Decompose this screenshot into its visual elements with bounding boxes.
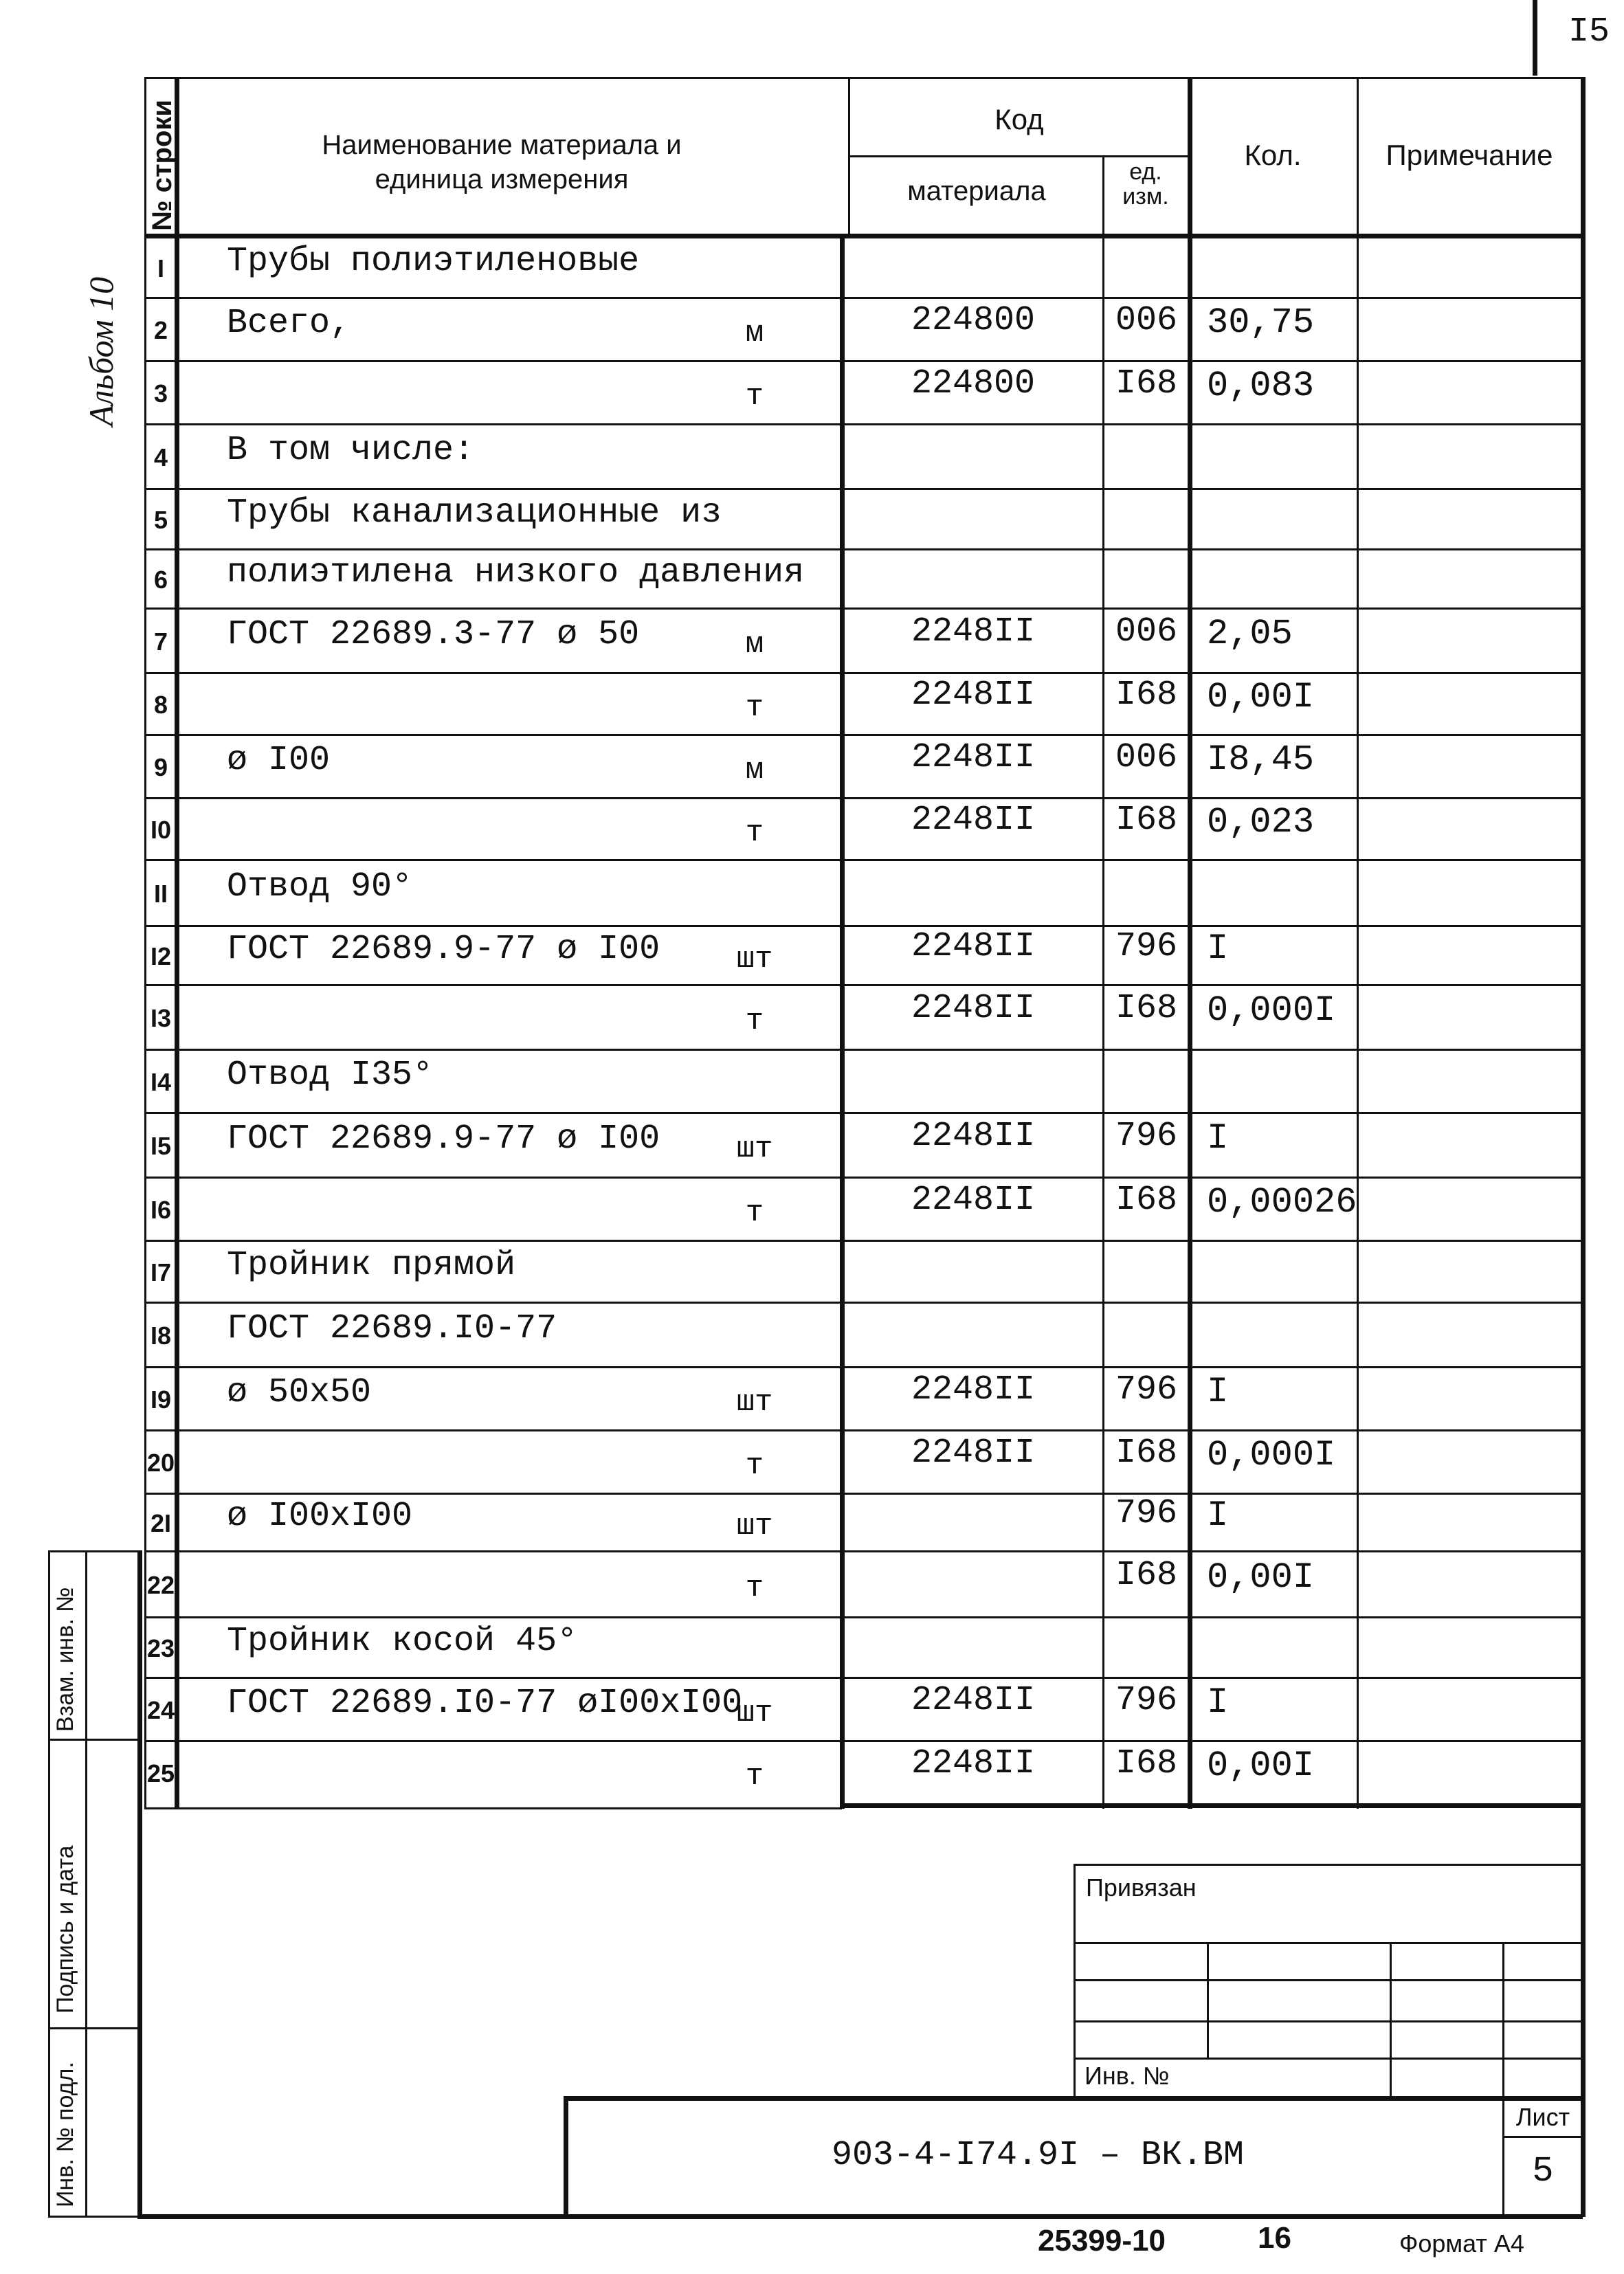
quantity: I bbox=[1207, 1372, 1229, 1412]
material-name: Отвод 90° bbox=[227, 867, 413, 906]
material-code: 2248II bbox=[911, 1744, 1036, 1783]
unit-label: т bbox=[745, 1004, 764, 1038]
album-margin-note: Альбом 10 bbox=[82, 276, 120, 426]
header-qty: Кол. bbox=[1244, 139, 1302, 171]
tb-col-1 bbox=[1207, 1942, 1209, 2058]
tb-sheet-label: Лист bbox=[1515, 2103, 1570, 2131]
unit-label: т bbox=[745, 1449, 764, 1483]
material-name: ГОСТ 22689.3-77 ø 50 bbox=[227, 615, 640, 654]
header-bottom bbox=[144, 234, 1583, 238]
stamp-top bbox=[48, 1550, 140, 1552]
table-row-separator bbox=[144, 360, 1583, 362]
unit-code: 796 bbox=[1115, 1681, 1177, 1720]
tb-doc-code: 903-4-I74.9I – ВК.ВМ bbox=[831, 2136, 1245, 2175]
material-code: 2248II bbox=[911, 738, 1036, 777]
header-code: Код bbox=[994, 103, 1044, 135]
stamp-divider-2 bbox=[48, 2027, 140, 2029]
header-name: Наименование материала и единица измерения bbox=[322, 130, 682, 194]
stamp-strip-mid bbox=[85, 1550, 87, 2217]
row-number: 23 bbox=[146, 1634, 175, 1662]
material-code: 224800 bbox=[911, 301, 1036, 340]
unit-code: I68 bbox=[1115, 364, 1177, 403]
table-row-separator bbox=[144, 488, 1583, 490]
material-code: 2248II bbox=[911, 801, 1036, 840]
tb-privyazan: Привязан bbox=[1086, 1873, 1197, 1902]
table-row-separator bbox=[144, 1240, 1583, 1242]
tb-col-2 bbox=[1390, 1942, 1392, 2097]
table-row-separator bbox=[144, 1677, 1583, 1679]
unit-code: 006 bbox=[1115, 301, 1177, 340]
material-code: 2248II bbox=[911, 676, 1036, 715]
material-name: ø 50x50 bbox=[227, 1373, 372, 1412]
material-code: 224800 bbox=[911, 364, 1036, 403]
row-number: 2I bbox=[150, 1509, 172, 1537]
row-number: 3 bbox=[153, 379, 168, 408]
unit-label: шт bbox=[736, 942, 773, 977]
tb-line-1 bbox=[1074, 1942, 1582, 1944]
material-code: 2248II bbox=[911, 989, 1036, 1028]
table-row-separator bbox=[144, 1112, 1583, 1114]
quantity: 0,083 bbox=[1207, 366, 1315, 406]
row-number: 6 bbox=[153, 566, 168, 594]
tb-main-left bbox=[564, 2096, 568, 2217]
page-number-divider bbox=[1533, 0, 1537, 76]
material-name: Отвод I35° bbox=[227, 1056, 434, 1095]
col-code-left bbox=[840, 236, 845, 1809]
stamp-divider-1 bbox=[48, 1739, 140, 1741]
row-number: 5 bbox=[153, 506, 168, 534]
unit-code: I68 bbox=[1115, 1744, 1177, 1783]
row-number: I6 bbox=[150, 1196, 172, 1224]
quantity: I bbox=[1207, 928, 1229, 969]
unit-code: 796 bbox=[1115, 1370, 1177, 1409]
quantity: 0,000I bbox=[1207, 990, 1336, 1031]
material-name: ГОСТ 22689.I0-77 bbox=[227, 1309, 557, 1348]
stamp-vzam: Взам. инв. № bbox=[52, 1587, 78, 1732]
row-number: I3 bbox=[150, 1004, 172, 1032]
quantity: 30,75 bbox=[1207, 302, 1315, 343]
unit-label: шт bbox=[736, 1385, 773, 1420]
unit-code: 006 bbox=[1115, 612, 1177, 651]
table-row-separator bbox=[144, 797, 1583, 799]
table-row-separator bbox=[144, 1740, 1583, 1742]
table-row-separator bbox=[144, 1177, 1583, 1179]
quantity: I8,45 bbox=[1207, 739, 1315, 780]
unit-code: 796 bbox=[1115, 927, 1177, 966]
row-number: 2 bbox=[153, 316, 168, 344]
table-row-separator bbox=[144, 548, 1583, 550]
quantity: I bbox=[1207, 1682, 1229, 1723]
tb-sheet-left bbox=[1502, 2096, 1504, 2217]
row-number: II bbox=[153, 880, 168, 908]
unit-code: 796 bbox=[1115, 1494, 1177, 1533]
table-row-separator bbox=[144, 734, 1583, 736]
material-code: 2248II bbox=[911, 1681, 1036, 1720]
material-name: Тройник прямой bbox=[227, 1246, 516, 1285]
unit-label: т bbox=[745, 816, 764, 850]
material-code: 2248II bbox=[911, 1181, 1036, 1220]
unit-code: I68 bbox=[1115, 801, 1177, 840]
row-number: I2 bbox=[150, 942, 172, 970]
tb-sheet-split bbox=[1502, 2136, 1582, 2138]
unit-label: м bbox=[745, 627, 764, 662]
row-number: I bbox=[157, 254, 164, 282]
quantity: 0,00I bbox=[1207, 1557, 1315, 1598]
header-unit-code: ед. изм. bbox=[1122, 159, 1169, 210]
material-name: Всего, bbox=[227, 304, 351, 343]
page-number: I5 bbox=[1568, 12, 1610, 52]
unit-label: шт bbox=[736, 1509, 773, 1543]
unit-code: I68 bbox=[1115, 676, 1177, 715]
header-code-split bbox=[848, 155, 1188, 157]
unit-label: м bbox=[745, 316, 764, 350]
tb-privyazan-top bbox=[1074, 1864, 1582, 1866]
header-row-number: № строки bbox=[147, 99, 177, 231]
table-row-separator bbox=[144, 1366, 1583, 1368]
quantity: 0,000I bbox=[1207, 1435, 1336, 1475]
stamp-strip-right bbox=[137, 1550, 142, 2217]
footer-page: 16 bbox=[1258, 2221, 1291, 2255]
table-row-separator bbox=[144, 1550, 1583, 1552]
unit-label: м bbox=[745, 753, 764, 788]
row-number: 7 bbox=[153, 627, 168, 656]
table-row-separator bbox=[144, 607, 1583, 610]
material-name: В том числе: bbox=[227, 431, 475, 470]
unit-label: шт bbox=[736, 1696, 773, 1730]
quantity: 0,00I bbox=[1207, 1746, 1315, 1786]
material-code: 2248II bbox=[911, 1434, 1036, 1473]
row-number: 20 bbox=[146, 1449, 175, 1477]
table-row-separator bbox=[144, 1302, 1583, 1304]
stamp-inv-podl: Инв. № подл. bbox=[52, 2062, 78, 2207]
material-name: ø I00xI00 bbox=[227, 1497, 413, 1536]
row-number: 8 bbox=[153, 691, 168, 719]
unit-label: т bbox=[745, 1759, 764, 1794]
unit-label: т bbox=[745, 691, 764, 725]
table-row-separator bbox=[144, 984, 1583, 986]
tb-line-2 bbox=[1074, 1979, 1582, 1981]
material-code: 2248II bbox=[911, 1117, 1036, 1156]
row-number: I0 bbox=[150, 816, 172, 844]
table-row-separator bbox=[144, 423, 1583, 425]
tb-line-3 bbox=[1074, 2020, 1582, 2022]
unit-label: шт bbox=[736, 1132, 773, 1166]
tb-inv-no: Инв. № bbox=[1084, 2062, 1170, 2090]
material-name: Трубы канализационные из bbox=[227, 493, 722, 533]
material-code: 2248II bbox=[911, 927, 1036, 966]
header-note: Примечание bbox=[1386, 139, 1553, 171]
row-number: 9 bbox=[153, 753, 168, 781]
table-row-separator bbox=[144, 297, 1583, 299]
footer-archive-no: 25399-10 bbox=[1038, 2224, 1166, 2258]
unit-code: I68 bbox=[1115, 1434, 1177, 1473]
row-number: I5 bbox=[150, 1132, 172, 1160]
stamp-strip-left bbox=[48, 1550, 50, 2217]
tb-sheet-no: 5 bbox=[1532, 2151, 1554, 2192]
body-bottom-right bbox=[840, 1803, 1583, 1808]
table-row-separator bbox=[144, 1493, 1583, 1495]
unit-label: т bbox=[745, 1571, 764, 1605]
quantity: I bbox=[1207, 1118, 1229, 1159]
footer-format: Формат А4 bbox=[1399, 2229, 1524, 2258]
table-row-separator bbox=[144, 1049, 1583, 1051]
quantity: 0,00I bbox=[1207, 677, 1315, 717]
row-number: 22 bbox=[146, 1571, 175, 1599]
row-number: I9 bbox=[150, 1385, 172, 1414]
table-row-separator bbox=[144, 1429, 1583, 1431]
material-name: Трубы полиэтиленовые bbox=[227, 242, 640, 281]
tb-main-top bbox=[564, 2096, 1583, 2101]
frame-right-lower bbox=[1581, 1809, 1586, 2217]
table-row-separator bbox=[144, 859, 1583, 861]
unit-code: 006 bbox=[1115, 738, 1177, 777]
row-number: I4 bbox=[150, 1068, 172, 1096]
unit-label: т bbox=[745, 379, 764, 414]
unit-code: 796 bbox=[1115, 1117, 1177, 1156]
material-code: 2248II bbox=[911, 612, 1036, 651]
material-name: ø I00 bbox=[227, 741, 331, 780]
body-bottom-left bbox=[144, 1807, 842, 1809]
row-number: 24 bbox=[146, 1696, 175, 1724]
header-top bbox=[144, 77, 1583, 79]
quantity: 0,023 bbox=[1207, 802, 1315, 843]
frame-right bbox=[1581, 77, 1586, 1809]
table-row-separator bbox=[144, 672, 1583, 674]
tb-col-3 bbox=[1502, 1942, 1504, 2097]
col-ed-left bbox=[1102, 155, 1104, 1809]
col-qty-left bbox=[1188, 77, 1192, 1809]
material-code: 2248II bbox=[911, 1370, 1036, 1409]
unit-code: I68 bbox=[1115, 989, 1177, 1028]
row-number: I8 bbox=[150, 1322, 172, 1350]
stamp-bottom bbox=[48, 2216, 140, 2218]
unit-label: т bbox=[745, 1196, 764, 1230]
material-name: ГОСТ 22689.9-77 ø I00 bbox=[227, 1119, 660, 1159]
material-name: ГОСТ 22689.I0-77 øI00xI00 bbox=[227, 1684, 743, 1723]
row-number: I7 bbox=[150, 1258, 172, 1286]
unit-code: I68 bbox=[1115, 1556, 1177, 1595]
material-name: ГОСТ 22689.9-77 ø I00 bbox=[227, 930, 660, 969]
table-row-separator bbox=[144, 1616, 1583, 1618]
material-name: полиэтилена низкого давления bbox=[227, 553, 805, 592]
material-name: Тройник косой 45° bbox=[227, 1622, 578, 1661]
row-number: 25 bbox=[146, 1759, 175, 1787]
quantity: 0,00026 bbox=[1207, 1182, 1357, 1223]
quantity: I bbox=[1207, 1495, 1229, 1536]
unit-code: I68 bbox=[1115, 1181, 1177, 1220]
row-number: 4 bbox=[153, 443, 168, 471]
quantity: 2,05 bbox=[1207, 614, 1293, 654]
stamp-podpis: Подпись и дата bbox=[52, 1845, 78, 2014]
tb-line-4 bbox=[1074, 2058, 1582, 2060]
header-material: материала bbox=[907, 176, 1046, 206]
frame-bottom bbox=[137, 2214, 1583, 2219]
